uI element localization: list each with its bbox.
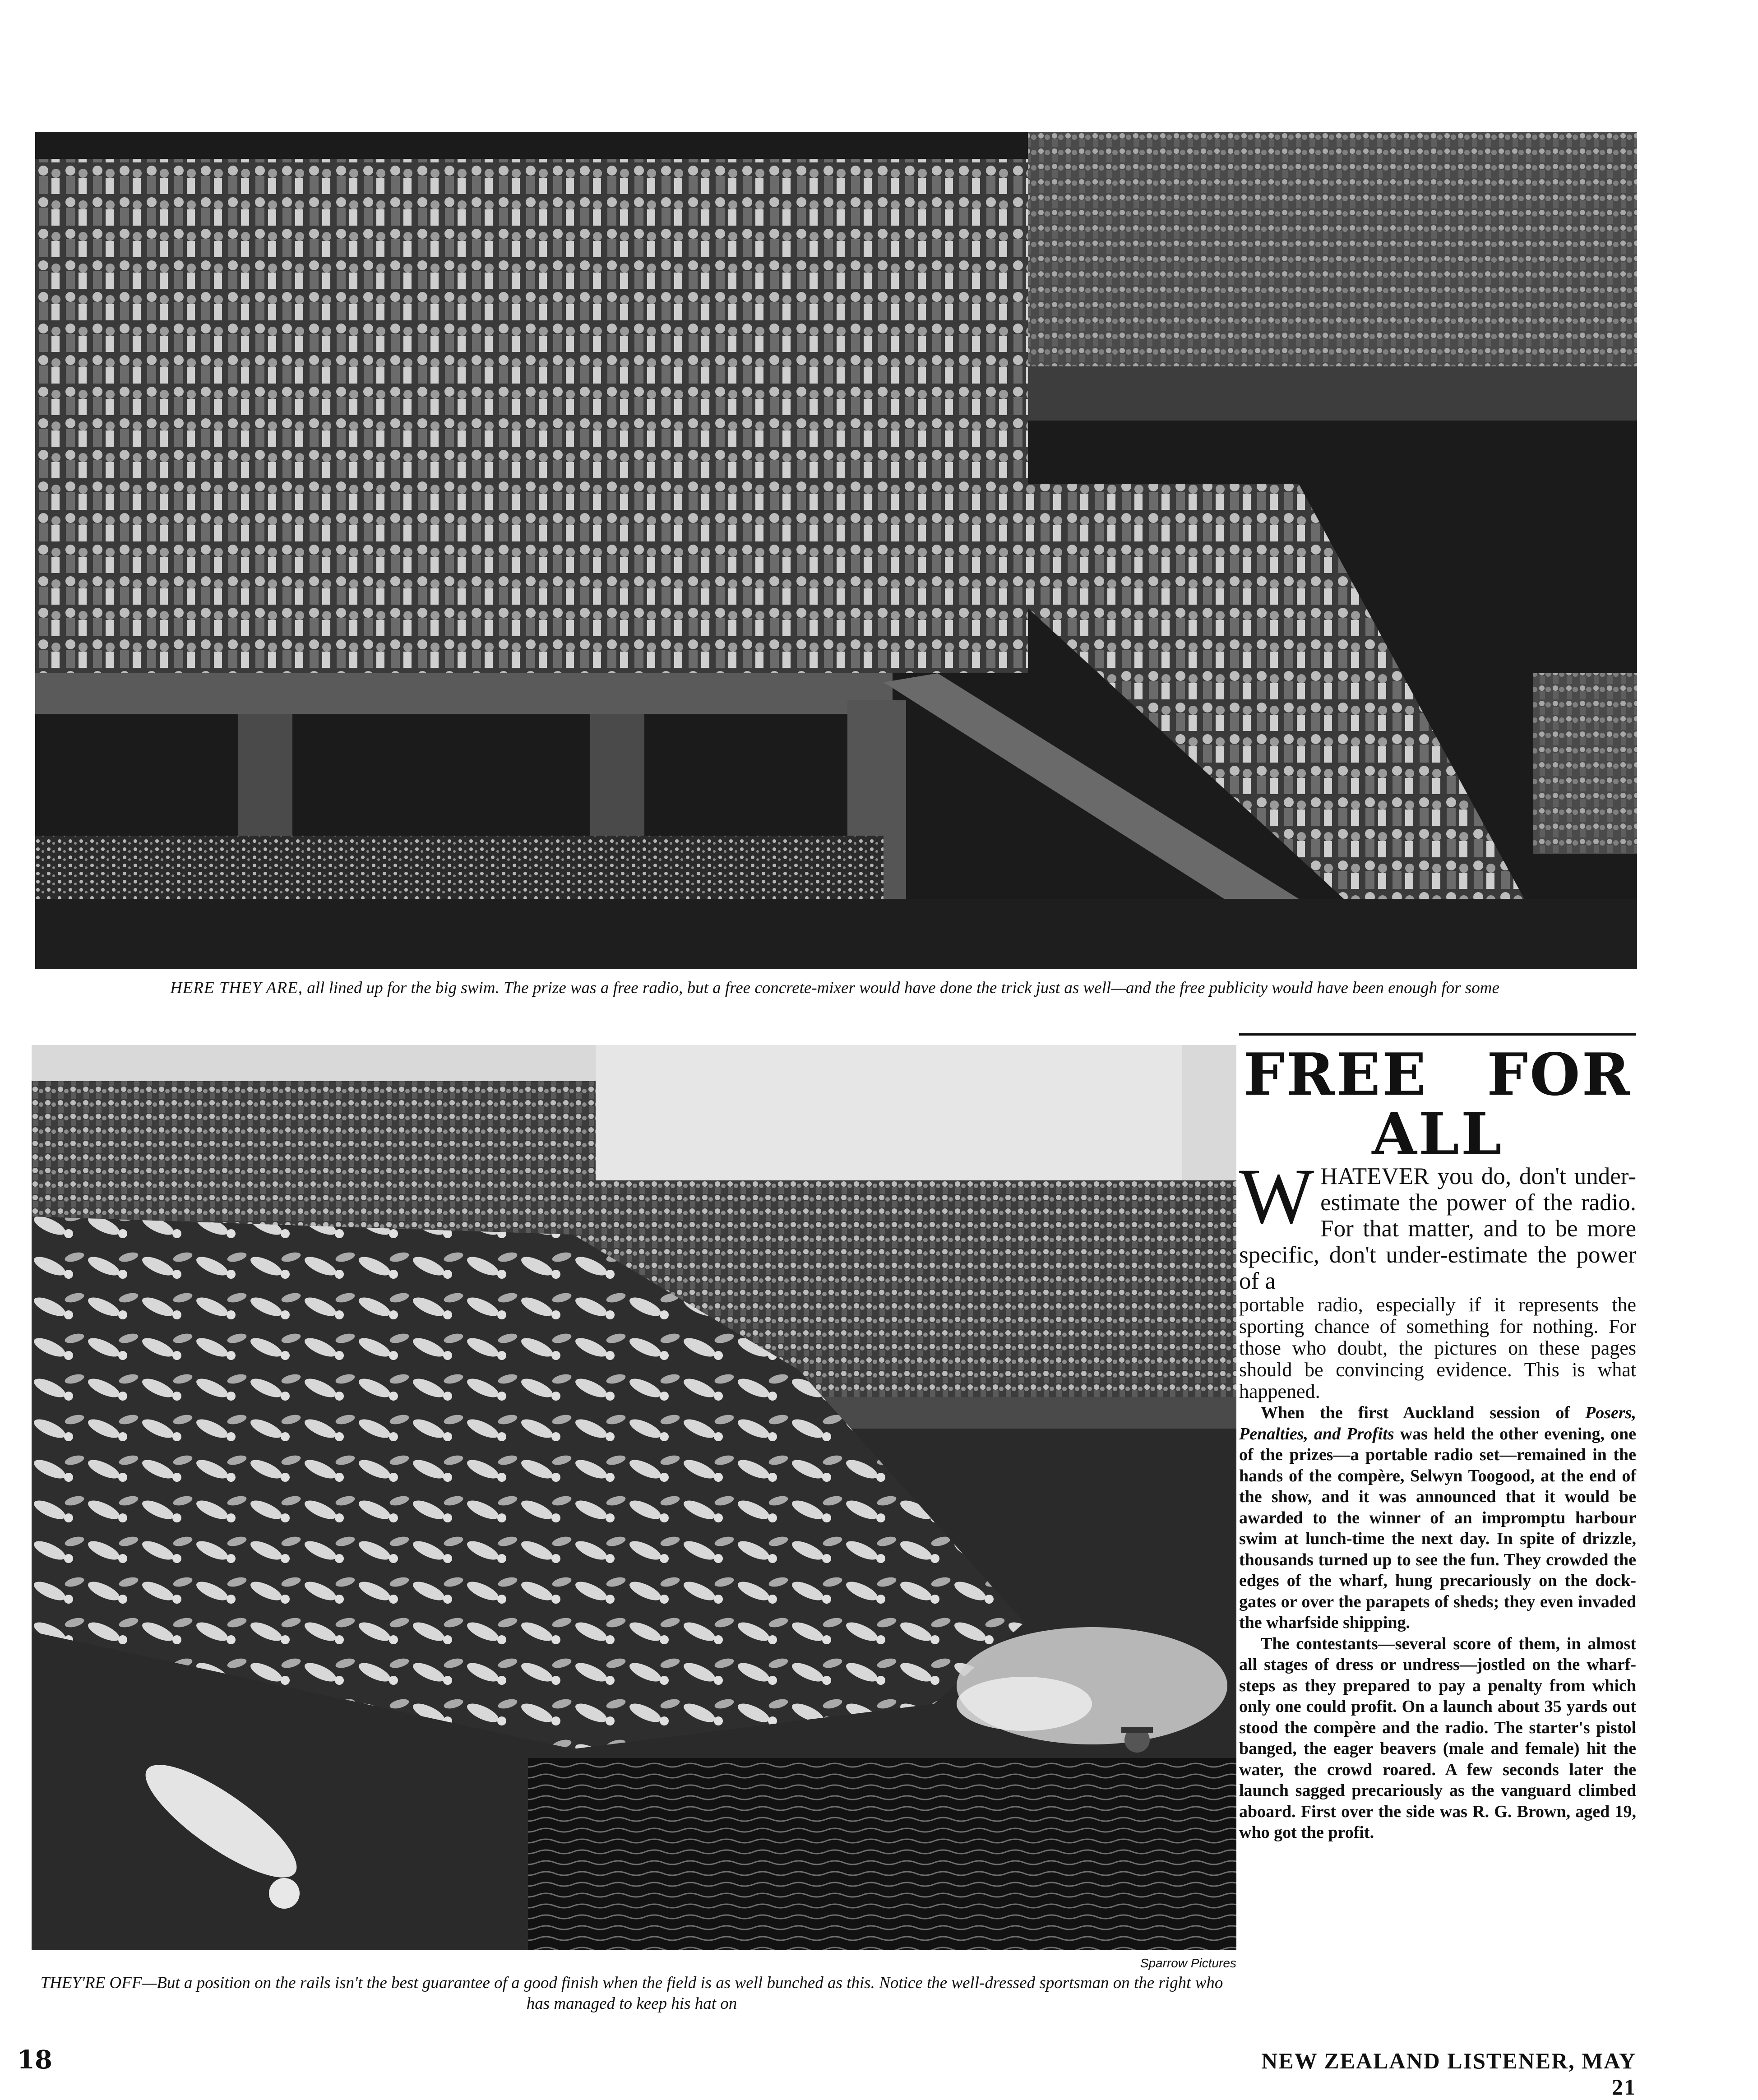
article-lead-text: HATEVER you do, don't under-estimate the power of the radio. For that matter, and to be more specific, don't under-estimate the power of a	[1239, 1163, 1636, 1294]
column-rule	[1239, 1033, 1636, 1036]
headline-line-1: FREE FOR	[1244, 1041, 1632, 1109]
caption-bottom	[27, 1973, 1236, 2014]
photo-swimmers-diving	[32, 1045, 1236, 1950]
article-intro-paragraph: portable radio, especially if it represents the sporting chance of something for nothing. For those who doubt, the pictures on these pages should be convincing evidence. This is what happened.	[1239, 1294, 1636, 1402]
page-number: 18	[17, 2045, 52, 2075]
article-paragraph-2	[1239, 1402, 1636, 1633]
caption-top-text: all lined up for the big swim. The prize was a free radio, but a free concrete-mixer would have done the trick just as well—and the free publicity would have been enough for some	[307, 979, 1499, 997]
caption-bottom-lead: THEY'RE OFF	[40, 1974, 142, 1992]
headline-line-2: ALL	[1372, 1101, 1504, 1168]
caption-bottom-text: —But a position on the rails isn't the best guarantee of a good finish when the field is as well bunched as this. Notice the well-dressed sportsman on the right who has managed to keep his hat on	[142, 1974, 1223, 2013]
article-paragraph-3: The contestants—several score of them, in almost all stages of dress or undress—jostled on the wharf-steps as they prepared to pay a penalty from which only one could profit. On a launch about 35 yards out stood the compère and the radio. The starter's pistol banged, the eager beavers (male and female) hit the water, the crowd roared. A few seconds later the launch sagged precariously as the vanguard climbed aboard. First over the side was R. G. Brown, aged 19, who got the profit.	[1239, 1634, 1636, 1842]
publication-footer: NEW ZEALAND LISTENER, MAY 21	[1261, 2048, 1636, 2100]
drop-cap: W	[1239, 1152, 1314, 1240]
article-body	[1239, 1152, 1637, 1843]
article-lead-paragraph	[1239, 1152, 1636, 1294]
article-p2-before: When the first Auckland session of	[1261, 1403, 1570, 1422]
headline	[1239, 1041, 1636, 1168]
programme-title: Posers, Penalties, and Profits	[1239, 1403, 1636, 1443]
photo-crowd-on-wharf	[35, 132, 1637, 969]
photo-credit: Sparrow Pictures	[1140, 1956, 1236, 1970]
caption-top	[27, 978, 1642, 998]
article-p2-after: was held the other evening, one of the prizes—a portable radio set—remained in the hands of the compère, Selwyn Toogood, at the end of the show, and it was announced that it would be awarded to the winner of an impromptu harbour swim at lunch-time the next day. In spite of drizzle, thousands turned up to see the fun. They crowded the edges of the wharf, hung precariously on the dock-gates or over the parapets of sheds; they even invaded the wharfside shipping.	[1239, 1424, 1637, 1632]
caption-top-lead: HERE THEY ARE,	[170, 979, 303, 997]
